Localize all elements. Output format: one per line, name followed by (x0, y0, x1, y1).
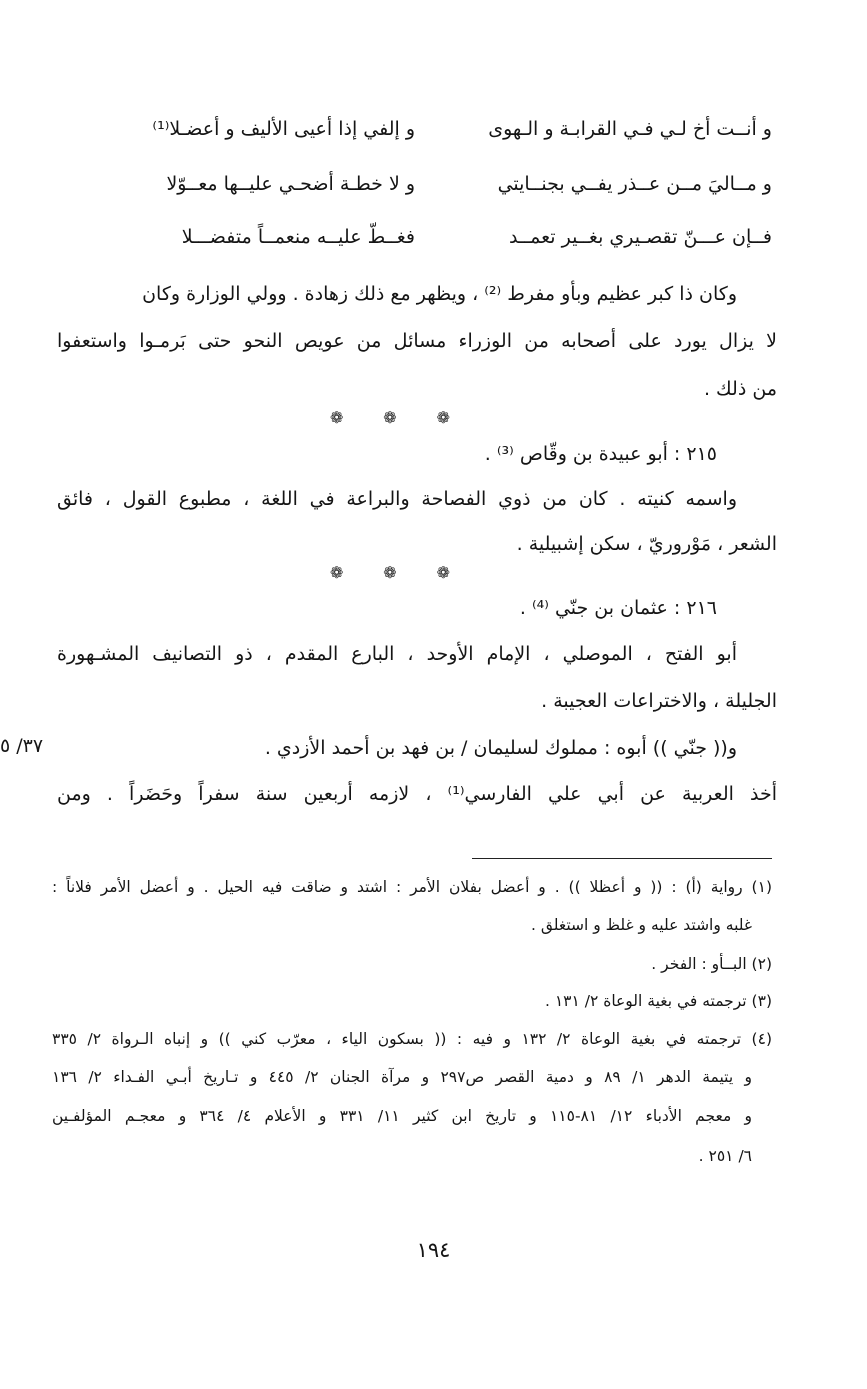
verse-2-right-hemistich: و مــاليَ مــن عــذر يفــي بجنــايتي (497, 173, 772, 195)
paragraph-4-line-1: و(( جنّي )) أبوه : مملوك لسليمان / بن فهد بن أحمد الأزدي . (264, 737, 737, 759)
separator-ornament-icon: ❁ (330, 408, 344, 427)
paragraph-3-line-1: أبو الفتح ، الموصلي ، الإمام الأوحد ، البارع المقدم ، ذو التصانيف المشـهورة (57, 643, 737, 665)
section-separator (330, 563, 450, 582)
footnote-1-line-1: (١) رواية (أ) : (( و أعظلا )) . و أعضل بفلان الأمر : اشتد و ضاقت فيه الحيل . و أعضل الأمر فلاناً : (52, 878, 772, 896)
footnote-4-line-4: ٦/ ٢٥١ . (698, 1147, 752, 1165)
paragraph-2-line-2: الشعر ، مَوْروريّ ، سكن إشبيلية . (516, 533, 777, 555)
verse-3-left-hemistich: فغــطّ عليــه منعمــاً متفضـــلا (181, 226, 415, 248)
entry-216-heading: ٢١٦ : عثمان بن جنّي ⁽⁴⁾ . (519, 597, 717, 619)
footnote-3: (٣) ترجمته في بغية الوعاة ٢/ ١٣١ . (544, 992, 772, 1010)
section-separator (330, 408, 450, 427)
paragraph-5-line-1: أخذ العربية عن أبي علي الفارسي⁽¹⁾ ، لازمه أربعين سنة سفراً وحَضَراً . ومن (57, 783, 777, 805)
footnote-4-line-1: (٤) ترجمته في بغية الوعاة ٢/ ١٣٢ و فيه : (( بسكون الياء ، معرّب كني )) و إنباه الـرواة ٢/ ٣٣٥ (52, 1030, 772, 1048)
paragraph-3-line-2: الجليلة ، والاختراعات العجيبة . (541, 690, 777, 712)
page-number: ١٩٤ (416, 1238, 451, 1262)
paragraph-1-line-2: لا يزال يورد على أصحابه من الوزراء مسائل من عويص النحو حتى بَرمـوا واستعفوا (57, 330, 777, 352)
footnote-divider (472, 858, 772, 859)
verse-1-left-hemistich: و إلفي إذا أعيى الأليف و أعضـلا⁽¹⁾ (152, 118, 415, 140)
manuscript-folio-marker: ٣٧/ ٥ (0, 735, 44, 757)
separator-ornament-icon: ❁ (330, 563, 344, 582)
footnote-4-line-3: و معجم الأدباء ١٢/ ٨١-١١٥ و تاريخ ابن كثير ١١/ ٣٣١ و الأعلام ٤/ ٣٦٤ و معجـم المؤلفـين (52, 1107, 752, 1125)
entry-215-heading: ٢١٥ : أبو عبيدة بن وقّاص ⁽³⁾ . (484, 443, 717, 465)
separator-ornament-icon: ❁ (383, 563, 397, 582)
paragraph-1-line-1: وكان ذا كبر عظيم وبأو مفرط ⁽²⁾ ، ويظهر مع ذلك زهادة . وولي الوزارة وكان (142, 283, 737, 305)
verse-1-right-hemistich: و أنــت أخ لـي فـي القرابـة و الـهوى (488, 118, 772, 140)
separator-ornament-icon: ❁ (436, 408, 450, 427)
footnote-2: (٢) البــأو : الفخر . (651, 955, 772, 973)
paragraph-1-line-3: من ذلك . (703, 378, 777, 400)
separator-ornament-icon: ❁ (436, 563, 450, 582)
verse-3-right-hemistich: فــإن عـــنّ تقصـيري بغــير تعمــد (509, 226, 772, 248)
verse-2-left-hemistich: و لا خطـة أضحـي عليــها معــوّلا (166, 173, 415, 195)
paragraph-2-line-1: واسمه كنيته . كان من ذوي الفصاحة والبراعة في اللغة ، مطبوع القول ، فائق (57, 488, 737, 510)
separator-ornament-icon: ❁ (383, 408, 397, 427)
footnote-1-line-2: غلبه واشتد عليه و غلظ و استغلق . (530, 916, 752, 934)
footnote-4-line-2: و يتيمة الدهر ١/ ٨٩ و دمية القصر ص٢٩٧ و مرآة الجنان ٢/ ٤٤٥ و تـاريخ أبـي الفـداء ٢/ ١٣٦ (52, 1068, 752, 1086)
